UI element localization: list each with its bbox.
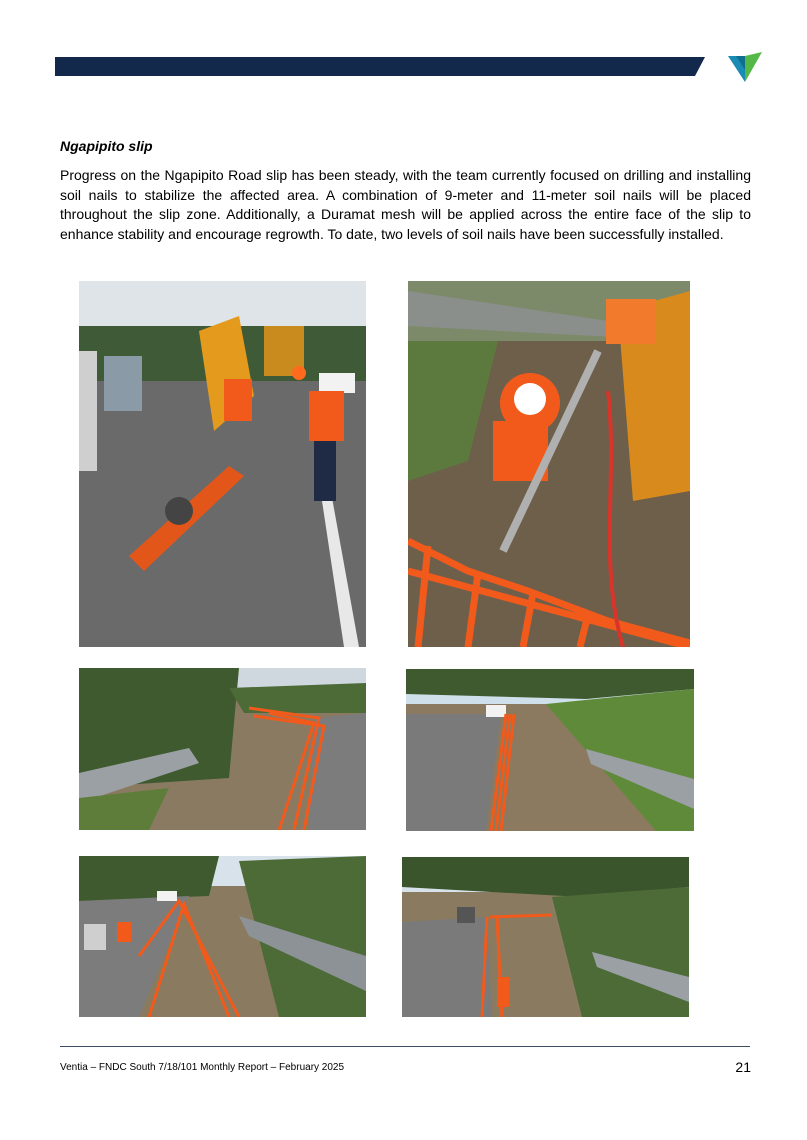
ventia-logo-icon <box>728 52 762 82</box>
photo-slip-excavator <box>402 857 689 1017</box>
section-paragraph: Progress on the Ngapipito Road slip has been steady, with the team currently focused on drilling and installing soil nails to stabilize the affected area. A combination of 9-meter and 11-meter soil nails will be placed throughout the slip zone. Additionally, a Duramat mesh will be applied across the entire face of the slip to enhance stability and encourage regrowth. To date, two levels of soil nails have been successfully installed. <box>60 167 751 242</box>
header-bar <box>55 57 705 76</box>
section-title: Ngapipito slip <box>60 138 153 154</box>
photo-worker-drilling <box>408 281 690 647</box>
footer-text: Ventia – FNDC South 7/18/101 Monthly Report – February 2025 <box>60 1062 345 1073</box>
photo-slip-fence-road <box>406 669 694 831</box>
photo-slip-fence-left <box>79 668 366 830</box>
page-number: 21 <box>735 1059 751 1075</box>
photo-slip-worker <box>79 856 366 1017</box>
footer-divider <box>60 1046 750 1047</box>
photo-drill-rig-road <box>79 281 366 647</box>
